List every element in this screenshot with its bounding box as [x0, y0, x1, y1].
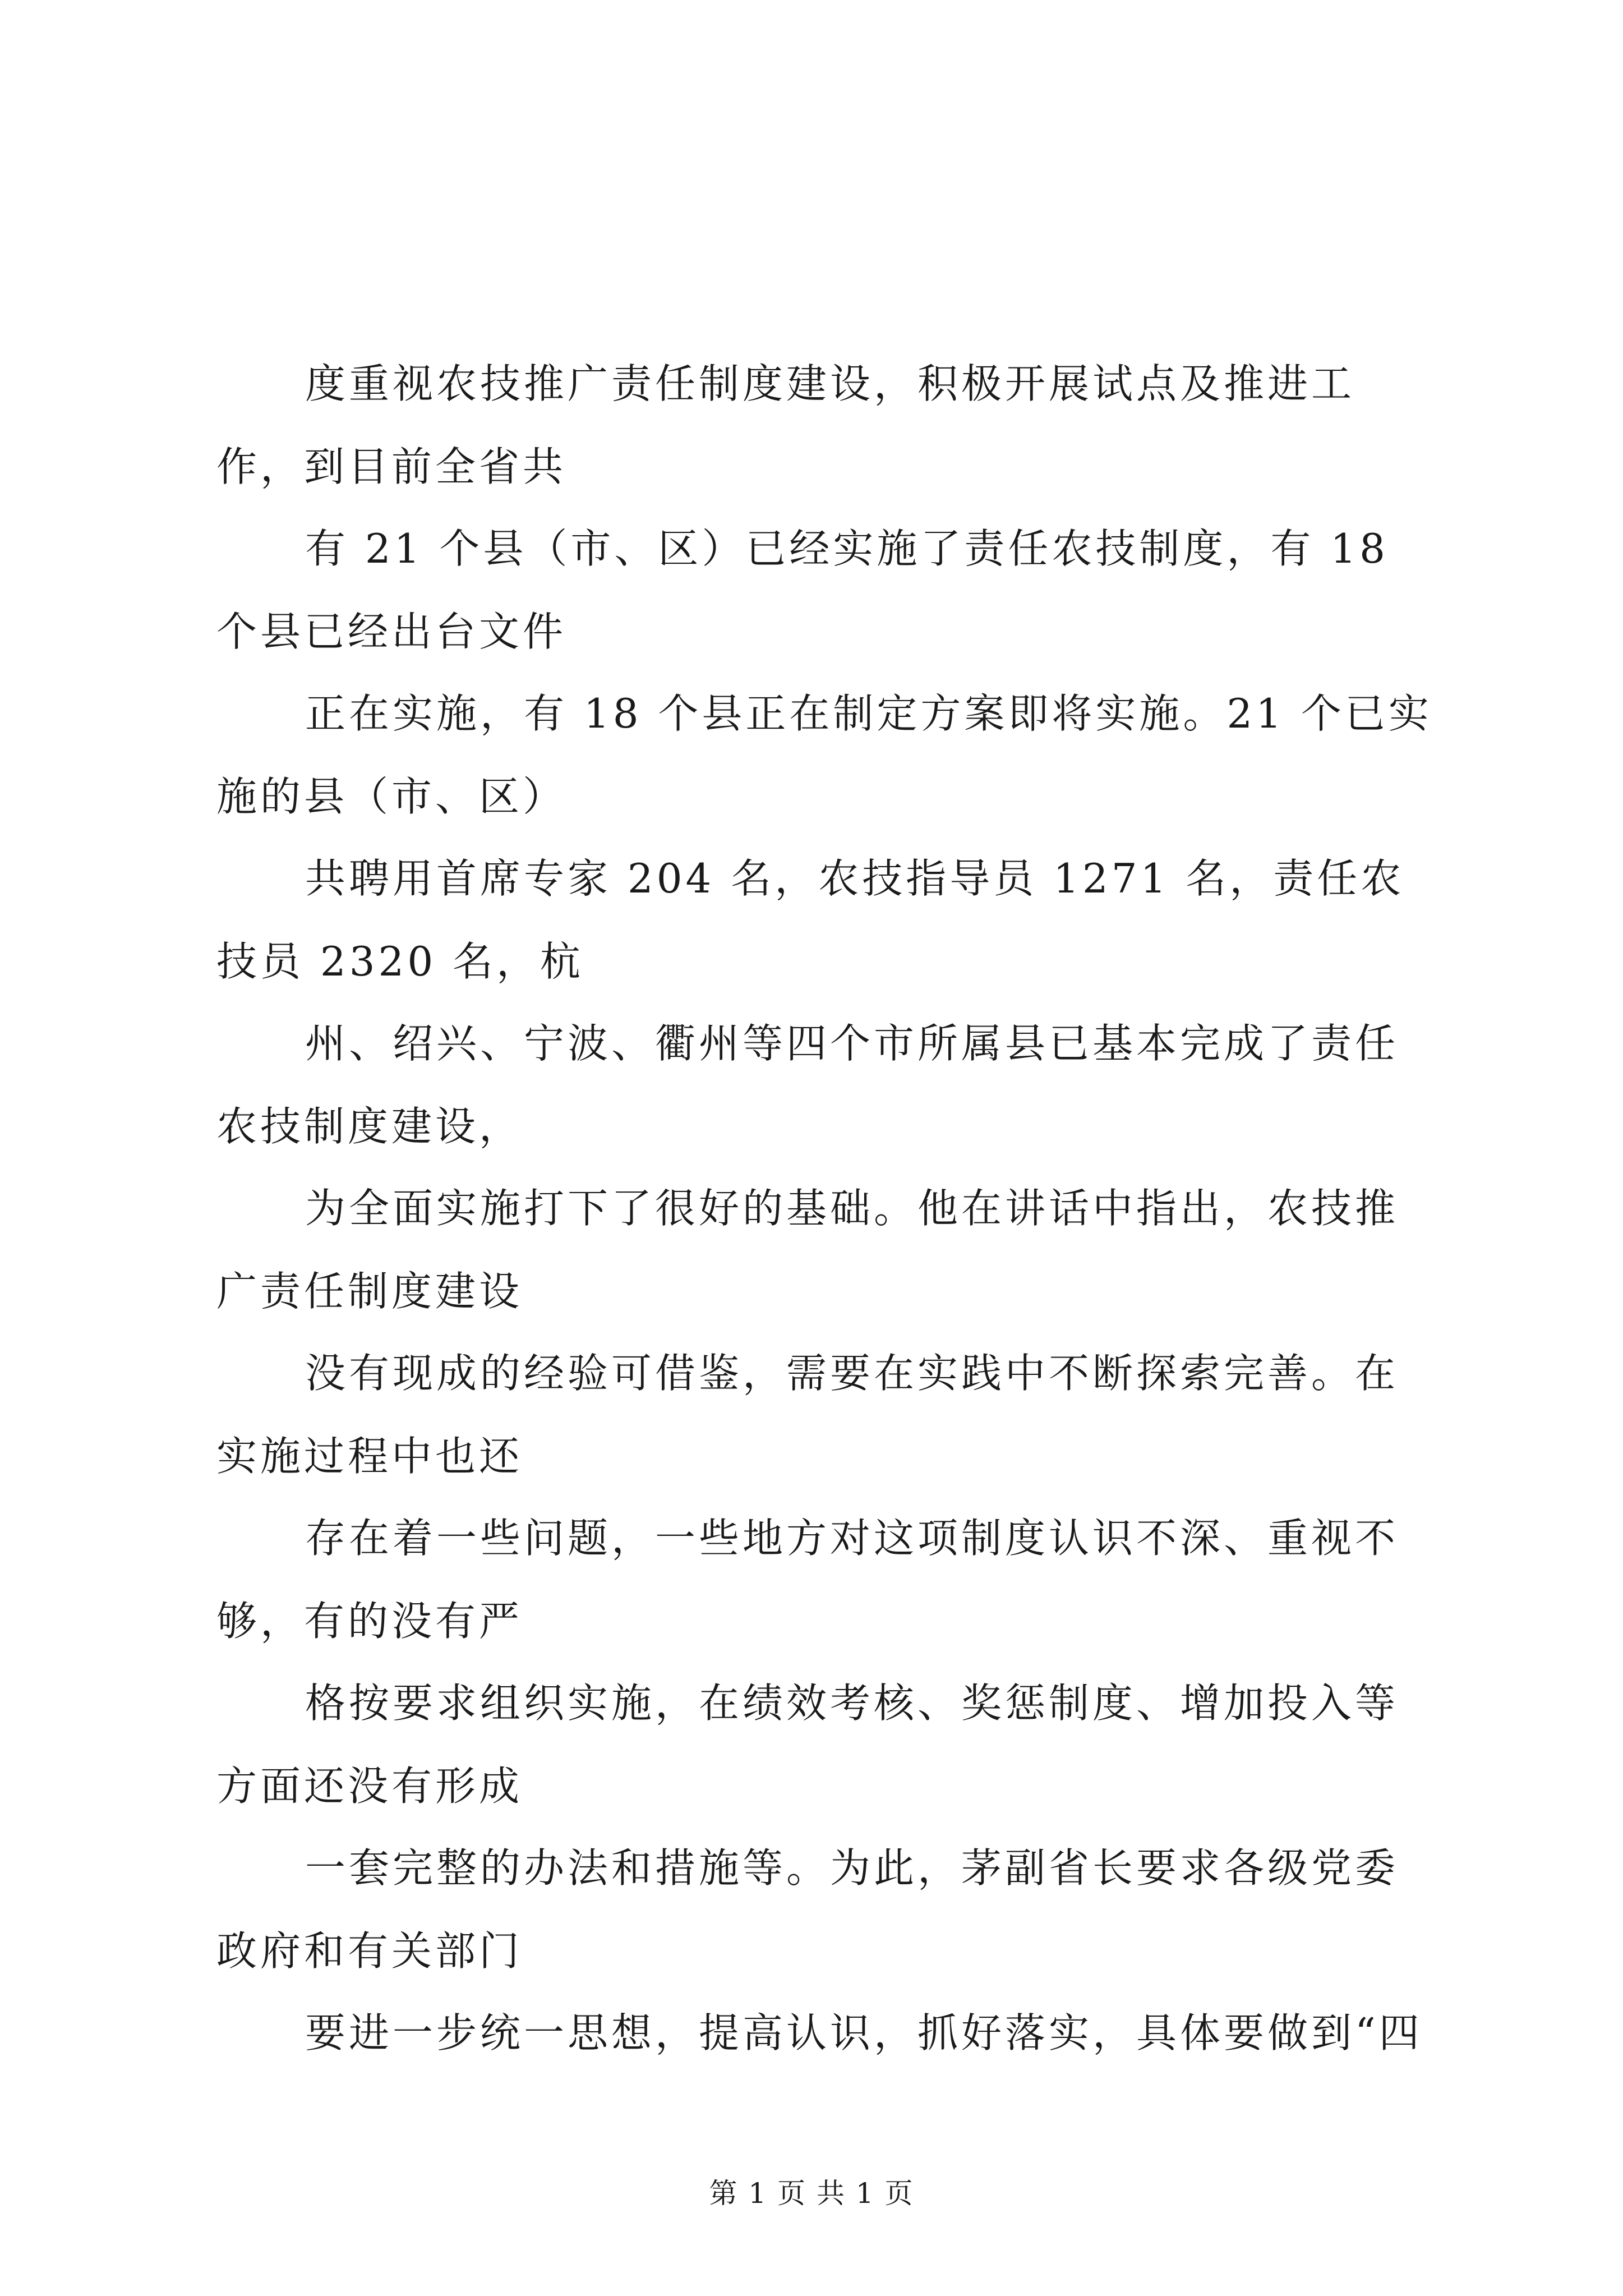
paragraph: 为全面实施打下了很好的基础。他在讲话中指出，农技推广责任制度建设 — [216, 1185, 1399, 1315]
paragraph: 格按要求组织实施，在绩效考核、奖惩制度、增加投入等方面还没有形成 — [216, 1680, 1399, 1810]
paragraph: 要进一步统一思想，提高认识，抓好落实，具体要做到“四 — [305, 2009, 1423, 2056]
paragraph: 有 21 个县（市、区）已经实施了责任农技制度，有 18 个县已经出台文件 — [216, 525, 1389, 655]
paragraph: 共聘用首席专家 204 名，农技指导员 1271 名，责任农技员 2320 名，杭 — [216, 855, 1405, 985]
paragraph: 度重视农技推广责任制度建设，积极开展试点及推进工作，到目前全省共 — [216, 360, 1355, 490]
paragraph: 州、绍兴、宁波、衢州等四个市所属县已基本完成了责任农技制度建设， — [216, 1020, 1399, 1150]
paragraph: 存在着一些问题，一些地方对这项制度认识不深、重视不够，有的没有严 — [216, 1515, 1399, 1645]
paragraph: 一套完整的办法和措施等。为此，茅副省长要求各级党委政府和有关部门 — [216, 1844, 1399, 1975]
paragraph: 正在实施，有 18 个县正在制定方案即将实施。21 个已实施的县（市、区） — [216, 690, 1432, 820]
paragraph: 没有现成的经验可借鉴，需要在实践中不断探索完善。在实施过程中也还 — [216, 1350, 1399, 1480]
page-number-footer: 第 1 页 共 1 页 — [709, 2177, 914, 2210]
